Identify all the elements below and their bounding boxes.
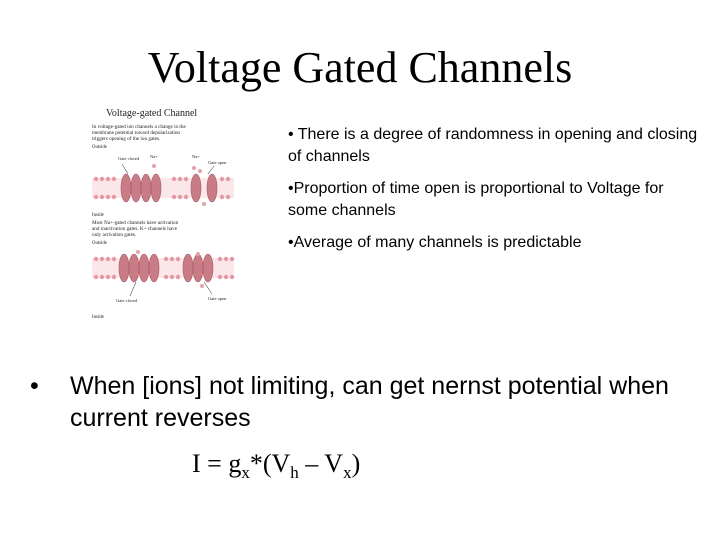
outside-label: Outside xyxy=(92,145,107,150)
voltage-gated-channel-figure xyxy=(88,104,238,322)
inside-label-2: Inside xyxy=(92,315,104,320)
main-bullet-text: When [ions] not limiting, can get nernst potential when current reverses xyxy=(70,372,669,432)
figure-caption-line-3: triggers opening of the ion gates. xyxy=(92,136,161,142)
equation-lhs: I = g xyxy=(192,449,242,478)
figure-caption-mid-1: Most Na+-gated channels have activation xyxy=(92,220,179,226)
gate-open-label: Gate open xyxy=(208,160,227,165)
membrane-top xyxy=(92,164,234,206)
gate-open-label-2: Gate open xyxy=(208,296,227,301)
equation-sub-h: h xyxy=(290,463,299,482)
inside-label: Inside xyxy=(92,213,104,218)
bullet-marker: • xyxy=(30,372,39,400)
reversal-equation xyxy=(192,448,360,480)
equation-sub-x: x xyxy=(241,463,250,482)
figure-caption-mid-3: only activation gates. xyxy=(92,232,137,238)
figure-caption-mid-2: and inactivation gates. K+ channels have xyxy=(92,226,178,232)
bullet-randomness: • There is a degree of randomness in opening and closing of channels xyxy=(288,126,698,165)
membrane-bottom xyxy=(92,250,234,296)
outside-label-2: Outside xyxy=(92,241,107,246)
equation-sub-x2: x xyxy=(343,463,352,482)
figure-heading: Voltage-gated Channel xyxy=(106,108,198,119)
bullet-average: •Average of many channels is predictable xyxy=(288,234,582,251)
gate-closed-label-2: Gate closed xyxy=(116,298,138,303)
gate-closed-label: Gate closed xyxy=(118,156,140,161)
figure-caption-line-1: In voltage-gated ion channels a change in the xyxy=(92,124,186,130)
equation-mid: *(V xyxy=(249,449,291,478)
bullet-proportion: •Proportion of time open is proportional to Voltage for some channels xyxy=(288,180,664,219)
main-bullet xyxy=(30,370,700,434)
ion-na-label-1: Na+ xyxy=(150,154,158,159)
figure-caption-line-2: membrane potential toward depolarization xyxy=(92,130,181,136)
slide-title: Voltage Gated Channels xyxy=(147,43,573,92)
ion-na-label-2: Na+ xyxy=(192,154,200,159)
equation-minus: – V xyxy=(298,449,344,478)
equation-close: ) xyxy=(351,449,361,478)
bullet-list xyxy=(288,124,698,264)
